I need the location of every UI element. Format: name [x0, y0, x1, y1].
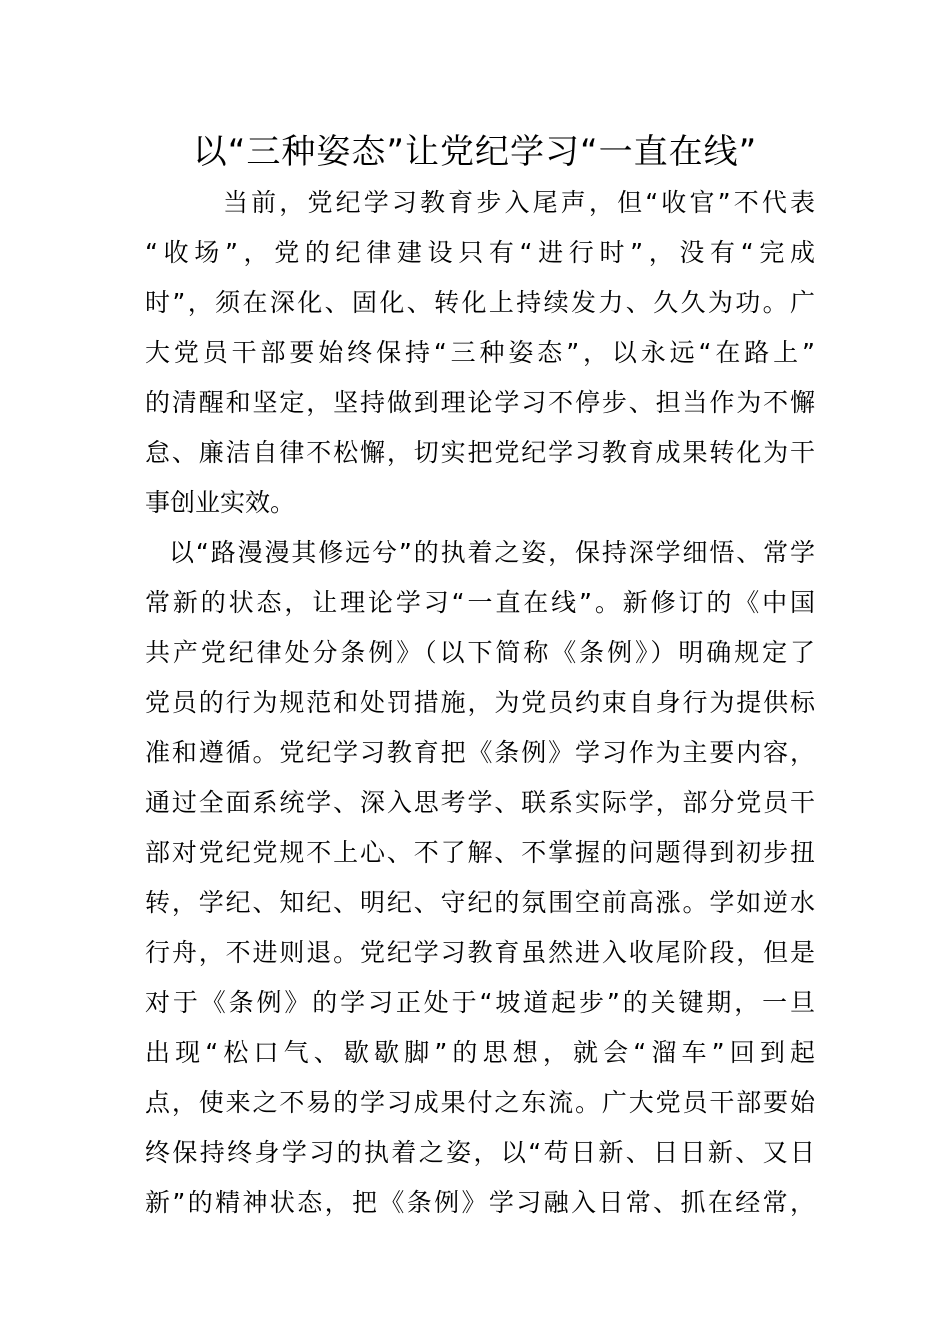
paragraph-2-line-8: 转，学纪、知纪、明纪、守纪的氛围空前高涨。学如逆水 [145, 888, 815, 917]
paragraph-1-line-1: 当前，党纪学习教育步入尾声，但“收官”不代表 [223, 188, 815, 217]
paragraph-2-line-6: 通过全面系统学、深入思考学、联系实际学，部分党员干 [145, 788, 815, 817]
article-title: 以“三种姿态”让党纪学习“一直在线” [192, 132, 758, 172]
paragraph-2-line-3: 共产党纪律处分条例》（以下简称《条例》）明确规定了 [145, 638, 815, 667]
paragraph-1-line-3: 时”，须在深化、固化、转化上持续发力、久久为功。广 [145, 288, 815, 317]
paragraph-2-line-10: 对于《条例》的学习正处于“坡道起步”的关键期，一旦 [145, 988, 815, 1017]
paragraph-2-line-5: 准和遵循。党纪学习教育把《条例》学习作为主要内容， [145, 738, 815, 767]
paragraph-1-line-4: 大党员干部要始终保持“三种姿态”，以永远“在路上” [145, 338, 815, 367]
paragraph-2-line-11: 出现“松口气、歇歇脚”的思想，就会“溜车”回到起 [145, 1038, 815, 1067]
paragraph-1-line-7: 事创业实效。 [145, 488, 296, 517]
paragraph-1-line-5: 的清醒和坚定，坚持做到理论学习不停步、担当作为不懈 [145, 388, 815, 417]
paragraph-2-line-1: 以“路漫漫其修远兮”的执着之姿，保持深学细悟、常学 [169, 538, 815, 567]
paragraph-2-line-14: 新”的精神状态，把《条例》学习融入日常、抓在经常， [145, 1188, 815, 1217]
paragraph-2-line-7: 部对党纪党规不上心、不了解、不掌握的问题得到初步扭 [145, 838, 815, 867]
paragraph-2-line-13: 终保持终身学习的执着之姿，以“苟日新、日日新、又日 [145, 1138, 815, 1167]
paragraph-2-line-4: 党员的行为规范和处罚措施，为党员约束自身行为提供标 [145, 688, 815, 717]
paragraph-1-line-6: 怠、廉洁自律不松懈，切实把党纪学习教育成果转化为干 [145, 438, 815, 467]
paragraph-2-line-12: 点，使来之不易的学习成果付之东流。广大党员干部要始 [145, 1088, 815, 1117]
paragraph-1-line-2: “收场”，党的纪律建设只有“进行时”，没有“完成 [145, 238, 815, 267]
paragraph-2-line-9: 行舟，不进则退。党纪学习教育虽然进入收尾阶段，但是 [145, 938, 815, 967]
article-body [145, 178, 815, 1228]
paragraph-2-line-2: 常新的状态，让理论学习“一直在线”。新修订的《中国 [145, 588, 815, 617]
